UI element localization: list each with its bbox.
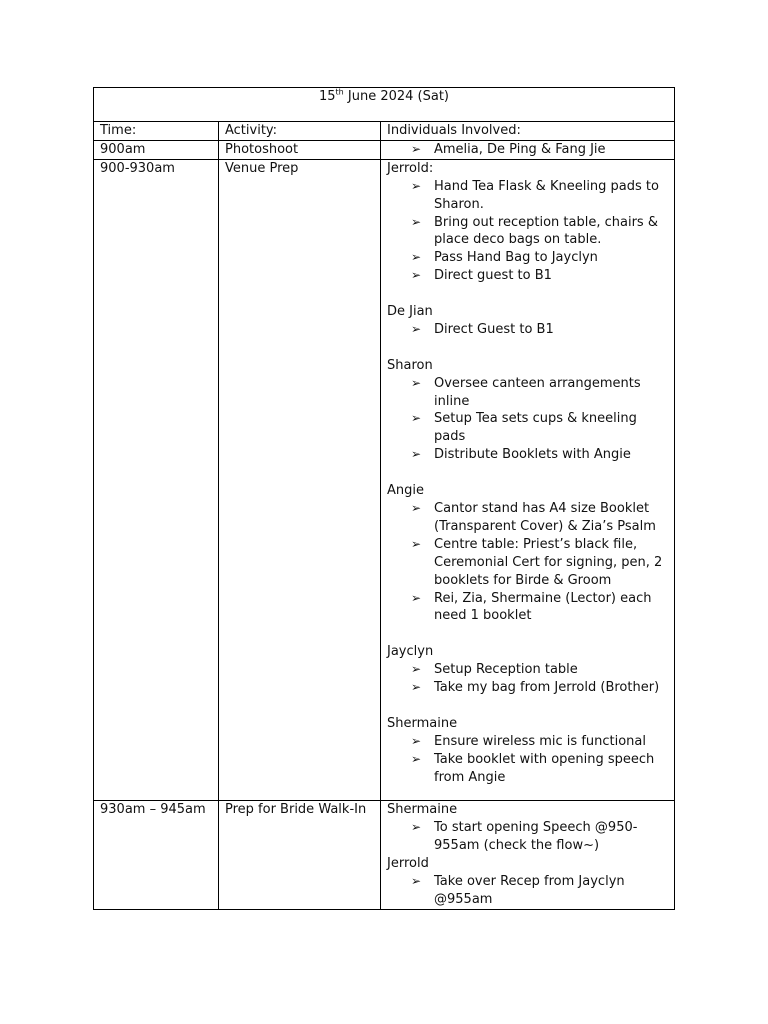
- list-item: ➢ Cantor stand has A4 size Booklet (Transparent Cover) & Zia’s Psalm: [411, 500, 668, 536]
- list-item: ➢ Take over Recep from Jayclyn @955am: [411, 873, 668, 909]
- bullet-list: [387, 661, 668, 697]
- row-individuals: [381, 159, 675, 801]
- person-name: De Jian: [387, 304, 433, 320]
- header-individuals: Individuals Involved:: [381, 122, 675, 141]
- person-name: Shermaine: [387, 715, 458, 731]
- list-item: ➢ To start opening Speech @950-955am (check the flow~): [411, 819, 668, 855]
- bullet-list: [387, 321, 668, 339]
- schedule-table: [93, 87, 675, 910]
- list-item: ➢ Take my bag from Jerrold (Brother): [411, 679, 668, 697]
- list-item: ➢ Ensure wireless mic is functional: [411, 733, 668, 751]
- row-time: 930am – 945am: [94, 801, 219, 909]
- bullet-list: [387, 500, 668, 625]
- spacer: [387, 625, 668, 643]
- list-item: ➢ Amelia, De Ping & Fang Jie: [411, 141, 668, 159]
- person-name: Jerrold: [387, 856, 429, 872]
- spacer: [387, 339, 668, 357]
- date-suffix: th: [335, 87, 344, 97]
- person-name: Sharon: [387, 357, 433, 373]
- date-day: 15: [318, 89, 336, 104]
- bullet-list: [387, 178, 668, 285]
- list-item: ➢ Direct Guest to B1: [411, 321, 668, 339]
- person-name: Angie: [387, 483, 424, 499]
- table-row: [94, 140, 675, 159]
- schedule-date-title: [94, 88, 675, 122]
- person-name: Jerrold:: [387, 160, 434, 176]
- person-name: Shermaine: [387, 802, 458, 818]
- list-item: ➢ Oversee canteen arrangements inline: [411, 375, 668, 411]
- row-individuals: [381, 801, 675, 909]
- list-item: ➢ Bring out reception table, chairs & place deco bags on table.: [411, 214, 668, 250]
- list-item: ➢ Distribute Booklets with Angie: [411, 446, 668, 464]
- spacer: [387, 285, 668, 303]
- list-item: ➢ Hand Tea Flask & Kneeling pads to Sharon.: [411, 178, 668, 214]
- bullet-list: [387, 375, 668, 465]
- row-time: 900am: [94, 140, 219, 159]
- bullet-list: [387, 141, 668, 159]
- spacer: [387, 697, 668, 715]
- row-activity: Venue Prep: [219, 159, 381, 801]
- list-item: ➢ Setup Tea sets cups & kneeling pads: [411, 410, 668, 446]
- table-title-row: [94, 88, 675, 122]
- table-row: [94, 801, 675, 909]
- header-time: Time:: [94, 122, 219, 141]
- bullet-list: [387, 819, 668, 855]
- list-item: ➢ Centre table: Priest’s black file, Ceremonial Cert for signing, pen, 2 booklets for Birde & Groom: [411, 536, 668, 590]
- row-activity: Prep for Bride Walk-In: [219, 801, 381, 909]
- list-item: ➢ Take booklet with opening speech from Angie: [411, 751, 668, 787]
- row-activity: Photoshoot: [219, 140, 381, 159]
- list-item: ➢ Pass Hand Bag to Jayclyn: [411, 249, 668, 267]
- list-item: ➢ Direct guest to B1: [411, 267, 668, 285]
- table-header-row: [94, 122, 675, 141]
- row-time: 900-930am: [94, 159, 219, 801]
- spacer: [387, 464, 668, 482]
- date-rest: June 2024 (Sat): [343, 89, 450, 104]
- list-item: ➢ Rei, Zia, Shermaine (Lector) each need 1 booklet: [411, 590, 668, 626]
- person-name: Jayclyn: [387, 644, 434, 660]
- bullet-list: [387, 733, 668, 787]
- bullet-list: [387, 873, 668, 909]
- list-item: ➢ Setup Reception table: [411, 661, 668, 679]
- row-individuals: [381, 140, 675, 159]
- table-row: [94, 159, 675, 801]
- header-activity: Activity:: [219, 122, 381, 141]
